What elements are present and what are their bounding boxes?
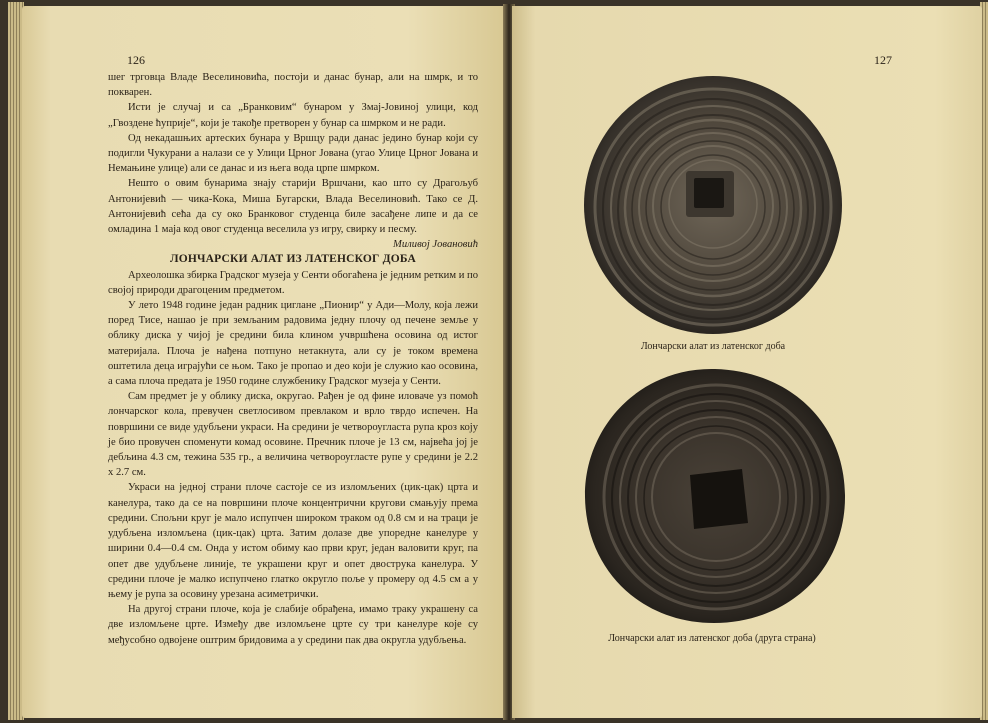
photo-caption-back: Лончарски алат из латенског доба (друга страна) [608, 633, 816, 644]
photo-caption-front: Лончарски алат из латенског доба [640, 341, 786, 352]
page-number-right: 127 [874, 53, 892, 67]
page-number-left: 126 [127, 53, 145, 67]
author-signature: Миливој Јовановић [393, 239, 478, 251]
pottery-disk-photo-front [582, 74, 844, 336]
paragraph-continuation: шег трговца Владе Веселиновића, постоји и данас бунар, али на шмрк, и то покварен. [108, 72, 478, 99]
paragraph: Археолошка збирка Градског музеја у Сенти обогаћена је једним ретким и по својој природи драгоценим предметом. [108, 269, 478, 296]
paragraph: Нешто о овим бунарима знају старији Вршчани, као што су Драгољуб Антонијевић — чика-Кока, Миша Бугарски, Влада Веселиновић. Тако се Д. Антонијевић сећа да су око Бранковог студенца биле засађене липе и да се омладина 1 маја код овог студенца веселила уз игру, свирку и песму. [108, 178, 478, 236]
paragraph: На другој страни плоче, која је слабије обрађена, имамо траку украшену са две изломљене црте. Између две изломљене црте су три канелуре које су међусобно одвојене оштрим бридовима а у средини пак два округла удубљења. [108, 604, 478, 646]
left-page-text [108, 70, 478, 648]
paragraph: Сам предмет је у облику диска, округао. Рађен је од фине иловаче уз помоћ лончарског кола, превучен светлосивом превлаком и врло тврдо испечен. На површини се виде удубљени украси. На средини је четвороугласта рупа кроз коју је био провучен споменути комад осовине. Пречник плоче је 13 см, највећа јој је дебљина 4.3 см, тежина 535 гр., а величина четвороугласте рупе у средини је 2.2 x 2.7 см. [108, 391, 478, 479]
paragraph: Исти је случај и са „Бранковим“ бунаром у Змај-Јовиној улици, код „Гвоздене ћуприје“, који је такође претворен у бунар са шмрком и не ради. [108, 102, 478, 129]
article-heading: ЛОНЧАРСКИ АЛАТ ИЗ ЛАТЕНСКОГ ДОБА [169, 253, 417, 266]
paragraph: Украси на једној страни плоче састоје се из изломљених (цик-цак) црта и канелура, тако да се на површини плоче концентрични кругови смањују према средини. Спољни круг је мало испупчен широком траком од 0.8 см и на траци је удубљена изломљена (цик-цак) црта. Затим долазе две упоредне канелуре у ширини 0.4—0.4 см. Онда у истом обиму као први круг, један валовити круг, па опет две удубљене линије, те украшени круг и опет двострука канелура. У средини плоче је малко испупчено глатко округло поље у промеру од 4.5 см а у њему је рупа за осовину урезана асиметрички. [108, 482, 478, 600]
paragraph: Од некадашњих артеских бунара у Вршцу ради данас једино бунар који су подигли Чукурани а налази се у Улици Црног Јована (угао Улице Црног Јована и Немањине улице) али се данас и из њега вода црпе шмрком. [108, 132, 478, 175]
paragraph: У лето 1948 године један радник циглане „Пионир“ у Ади—Молу, која лежи поред Тисе, нашао је при земљаним радовима једну плочу од печене земље у облику диска у чијој је средини била клином учвршћена осовина од истог материјала. Плоча је нађена потпуно нетакнута, али су је током времена оштетила деца играјући се њом. Тако је пропао и део који је служио као осовина, а сама плоча предата је 1950 године службенику Градског музеја у Сенти. [108, 300, 478, 388]
pottery-disk-photo-back [582, 365, 848, 627]
